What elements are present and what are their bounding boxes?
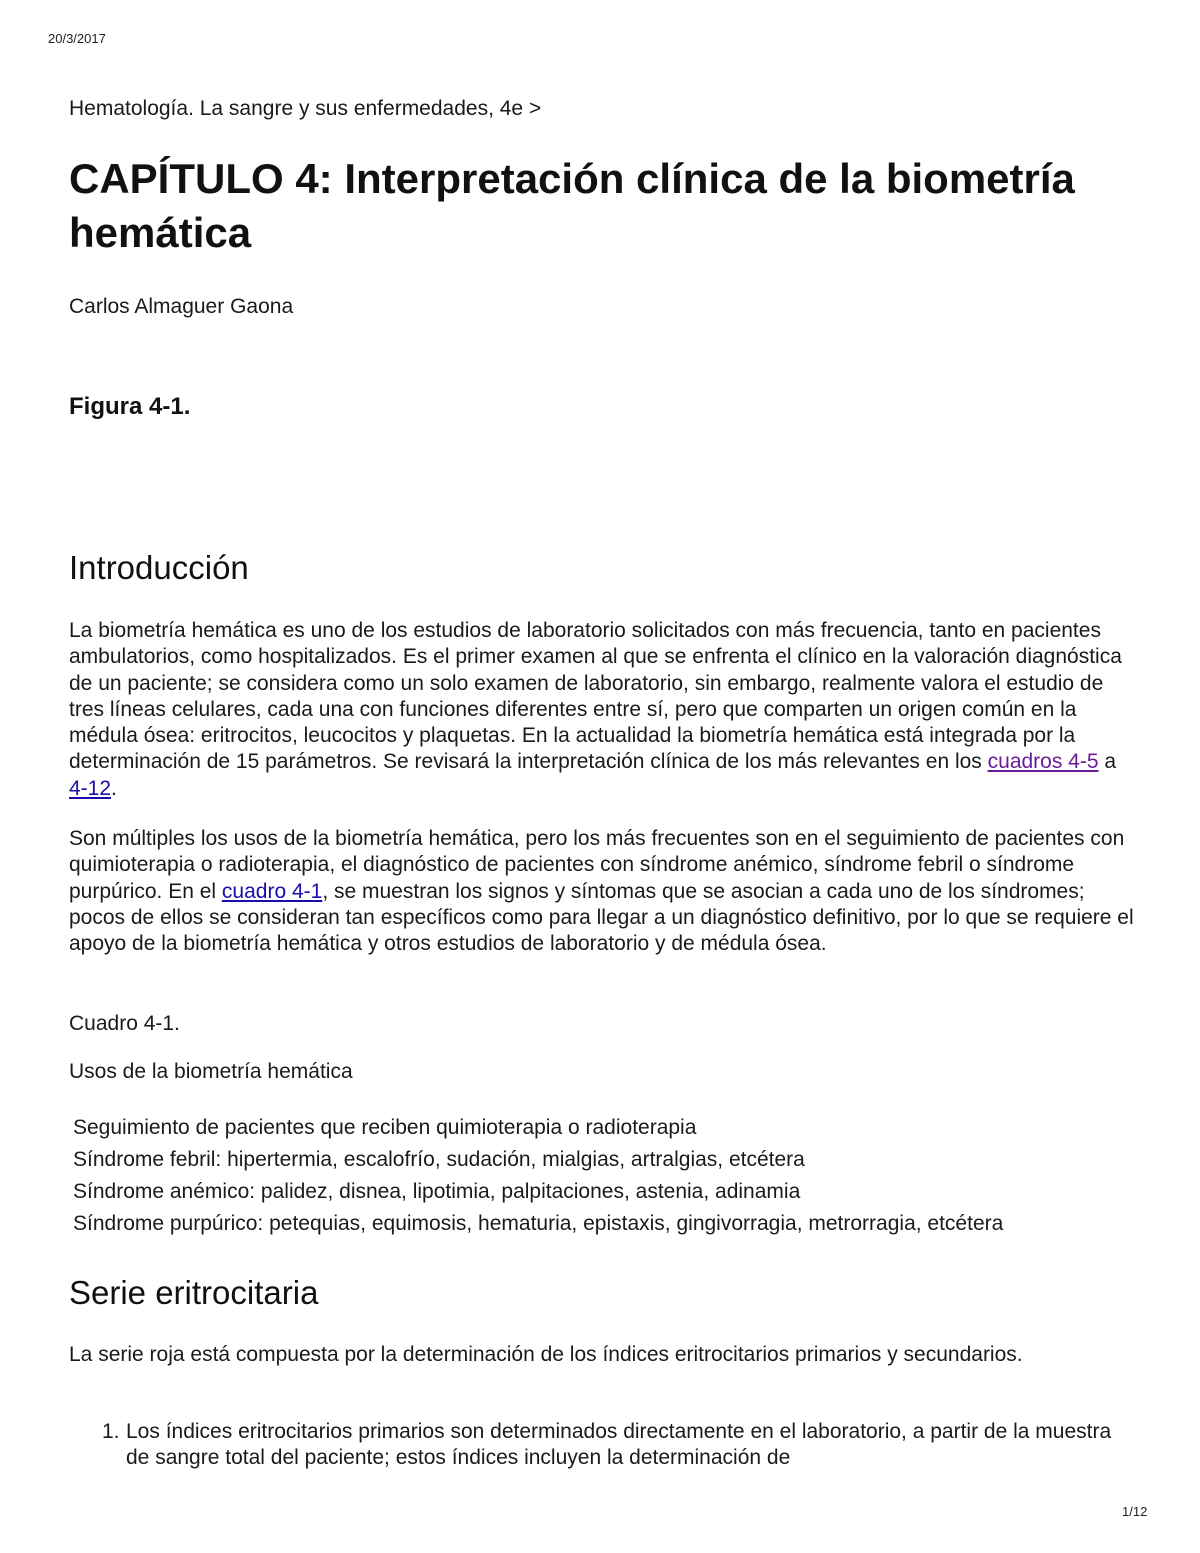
intro-paragraph-1 <box>69 618 1139 802</box>
list-item-number: 1. <box>102 1420 120 1443</box>
link-cuadro-4-1[interactable]: cuadro 4-1 <box>221 879 323 903</box>
table-caption-number: Cuadro 4-1. <box>69 1012 180 1035</box>
p1-between: a <box>1098 750 1117 774</box>
chapter-title: CAPÍTULO 4: Interpretación clínica de la biometría hemática <box>69 155 1075 256</box>
p2-end: , se muestran los signos y síntomas que se asocian a cada uno de los síndromes; pocos de ellos se consideran tan específicos como para llegar a un diagnóstico definitivo, por lo que se requiere el apoyo de la biometría hemática y otros estudios de laboratorio y de médula ósea. <box>69 879 1134 956</box>
numbered-list <box>69 1419 1139 1472</box>
table-caption-title: Usos de la biometría hemática <box>69 1060 353 1083</box>
author-name: Carlos Almaguer Gaona <box>69 295 294 318</box>
link-cuadros-4-5[interactable]: cuadros 4-5 <box>987 750 1099 774</box>
p1-end: . <box>111 776 117 800</box>
breadcrumb[interactable]: Hematología. La sangre y sus enfermedades, 4e > <box>69 97 542 120</box>
table-row: Síndrome purpúrico: petequias, equimosis, hematuria, epistaxis, gingivorragia, metrorragia, etcétera <box>73 1212 1004 1235</box>
print-date: 20/3/2017 <box>48 31 106 46</box>
p1-text: La biometría hemática es uno de los estudios de laboratorio solicitados con más frecuencia, tanto en pacientes ambulatorios, como hospitalizados. Es el primer examen al que se enfrenta el clínico en la valoración diagnóstica de un paciente; se considera como un solo examen de laboratorio, sin embargo, realmente valora el estudio de tres líneas celulares, cada una con funciones diferentes entre sí, pero que comparten un origen común en la médula ósea: eritrocitos, leucocitos y plaquetas. En la actualidad la biometría hemática está integrada por la determinación de 15 parámetros. Se revisará la interpretación clínica de los más relevantes en los <box>69 619 1122 774</box>
table-row: Seguimiento de pacientes que reciben quimioterapia o radioterapia <box>73 1116 697 1139</box>
usos-table <box>73 1113 1003 1241</box>
figure-label: Figura 4-1. <box>69 393 191 420</box>
section-heading-serie-eritrocitaria: Serie eritrocitaria <box>69 1274 319 1311</box>
p2-start: Son múltiples los usos de la biometría hemática, pero los más frecuentes son en el seguimiento de pacientes con quimioterapia o radioterapia, el diagnóstico de pacientes con síndrome anémico, síndrome febril o síndrome purpúrico. En el <box>69 827 1125 903</box>
section-heading-introduccion: Introducción <box>69 549 249 586</box>
serie-paragraph: La serie roja está compuesta por la determinación de los índices eritrocitarios primarios y secundarios. <box>69 1343 1023 1366</box>
intro-paragraph-2 <box>69 826 1139 957</box>
list-item-text: Los índices eritrocitarios primarios son determinados directamente en el laboratorio, a partir de la muestra de sangre total del paciente; estos índices incluyen la determinación de <box>126 1420 1112 1470</box>
table-row: Síndrome febril: hipertermia, escalofrío, sudación, mialgias, artralgias, etcétera <box>73 1148 805 1171</box>
page-number: 1/12 <box>1122 1504 1148 1519</box>
list-item <box>69 1419 1139 1472</box>
table-row: Síndrome anémico: palidez, disnea, lipotimia, palpitaciones, astenia, adinamia <box>73 1180 801 1203</box>
link-4-12[interactable]: 4-12 <box>69 776 112 800</box>
